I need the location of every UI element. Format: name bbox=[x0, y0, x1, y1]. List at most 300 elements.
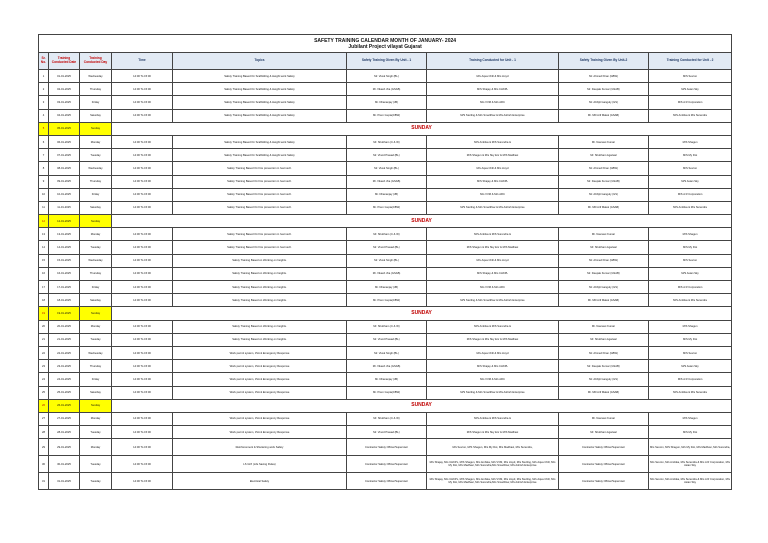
day-cell: Saturday bbox=[80, 386, 112, 399]
unit1-given-by-cell: Mr. Vivek Singh (BL) bbox=[347, 162, 427, 175]
header-day: Training Conducted Day bbox=[80, 53, 112, 70]
topic-cell: Safety Training Based On Scaffolding & Height work Safety bbox=[173, 70, 347, 83]
date-cell: 08-01-2025 bbox=[49, 162, 80, 175]
unit1-given-by-cell: Mr. Shubham (C & W) bbox=[347, 320, 427, 333]
topic-cell: Safety Training Based On Fire prevention in Ivermech. bbox=[173, 188, 347, 201]
unit2-conducted-cell: M/S Shagun bbox=[649, 412, 732, 425]
title-line-2: Jubilant Project vilayat Gujarat bbox=[348, 43, 422, 50]
unit2-conducted-cell: M/S Asian Sky bbox=[649, 360, 732, 373]
date-cell: 27-01-2025 bbox=[49, 412, 80, 425]
unit1-conducted-cell: M/S Sterling & M/s Smartflow & M/s Ashish Enterprise bbox=[427, 386, 559, 399]
topic-cell: Safety Training Based On Scaffolding & Height work Safety bbox=[173, 83, 347, 96]
unit2-conducted-cell: M/S Shagun bbox=[649, 228, 732, 241]
date-cell: 25-01-2025 bbox=[49, 386, 80, 399]
unit1-conducted-cell: M/s VVM & M/s ARC bbox=[427, 96, 559, 109]
time-cell: 14:00 To 15:00 bbox=[112, 386, 173, 399]
table-row bbox=[39, 70, 732, 83]
sr-no-cell: 8 bbox=[39, 162, 49, 175]
unit2-given-by-cell: Mr. Shubham Agarwal bbox=[559, 426, 649, 439]
topic-cell: Safety Training Based On Fire prevention in Ivermech. bbox=[173, 241, 347, 254]
unit1-conducted-cell: M/S Ambika & M/S Surendra & bbox=[427, 135, 559, 148]
sr-no-cell: 23 bbox=[39, 360, 49, 373]
unit2-given-by-cell: Mr. Deepak Kumar (GSAB) bbox=[559, 175, 649, 188]
unit2-given-by-cell: Contractor Safety Officer/Supervisor bbox=[559, 439, 649, 456]
table-row bbox=[39, 241, 732, 254]
topic-cell: Work permit system, JSA & Emergency Response bbox=[173, 386, 347, 399]
date-cell: 16-01-2025 bbox=[49, 267, 80, 280]
date-cell: 24-01-2025 bbox=[49, 373, 80, 386]
date-cell: 05-01-2025 bbox=[49, 122, 80, 135]
unit1-conducted-cell: M/s VVM & M/s ARC bbox=[427, 281, 559, 294]
sr-no-cell: 2 bbox=[39, 83, 49, 96]
sr-no-cell: 12 bbox=[39, 215, 49, 228]
unit1-given-by-cell: Mr. Dhananjay (JB) bbox=[347, 96, 427, 109]
table-row bbox=[39, 320, 732, 333]
date-cell: 01-01-2025 bbox=[49, 70, 80, 83]
time-cell: 14:00 To 15:00 bbox=[112, 188, 173, 201]
unit2-conducted-cell: M/S Asian Sky bbox=[649, 83, 732, 96]
time-cell: 14:00 To 15:00 bbox=[112, 70, 173, 83]
unit1-given-by-cell: Mr. Vivek Singh (BL) bbox=[347, 254, 427, 267]
day-cell: Sunday bbox=[80, 399, 112, 412]
training-calendar-table bbox=[38, 34, 732, 490]
date-cell: 14-01-2025 bbox=[49, 241, 80, 254]
unit2-given-by-cell: Mr. Navneet Kumar bbox=[559, 135, 649, 148]
sr-no-cell: 30 bbox=[39, 456, 49, 473]
day-cell: Thursday bbox=[80, 175, 112, 188]
sr-no-cell: 11 bbox=[39, 201, 49, 214]
time-cell: 14:00 To 15:00 bbox=[112, 96, 173, 109]
day-cell: Thursday bbox=[80, 83, 112, 96]
sr-no-cell: 19 bbox=[39, 307, 49, 320]
unit2-given-by-cell: Mr. Ahmed Khan (GBW) bbox=[559, 162, 649, 175]
unit1-given-by-cell: Mr. Vinod Prasad (BL) bbox=[347, 149, 427, 162]
unit1-conducted-cell: M/S Shagun & M/s Sky Enr & M/S Madhavi bbox=[427, 149, 559, 162]
topic-cell: Safety Training Based On Fire prevention in Ivermech. bbox=[173, 228, 347, 241]
unit1-conducted-cell: M/s Aqua Chill & M/s Lloyd bbox=[427, 254, 559, 267]
unit2-given-by-cell: Mr. MD Arif Malek (GSAB) bbox=[559, 109, 649, 122]
topic-cell: Electrical Safety bbox=[173, 473, 347, 490]
unit2-conducted-cell: M/S A R Corporation bbox=[649, 373, 732, 386]
unit1-conducted-cell: M/S Ambika & M/S Surendra & bbox=[427, 320, 559, 333]
sr-no-cell: 27 bbox=[39, 412, 49, 425]
sr-no-cell: 26 bbox=[39, 399, 49, 412]
unit2-given-by-cell: Mr. MD Arif Malek (GSAB) bbox=[559, 201, 649, 214]
time-cell: 14:00 To 15:00 bbox=[112, 456, 173, 473]
date-cell: 19-01-2025 bbox=[49, 307, 80, 320]
header-time: Time bbox=[112, 53, 173, 70]
sr-no-cell: 14 bbox=[39, 241, 49, 254]
unit1-given-by-cell: Contractor Safety Officer/Supervisor bbox=[347, 456, 427, 473]
date-cell: 29-01-2025 bbox=[49, 439, 80, 456]
unit2-given-by-cell: Mr. Ahmed Khan (GBW) bbox=[559, 346, 649, 359]
sr-no-cell: 4 bbox=[39, 109, 49, 122]
sr-no-cell: 7 bbox=[39, 149, 49, 162]
unit1-conducted-cell: M/s Sevron, M/S Shagun, M/s My Dot, M/s Madhavi, M/s Surendra, bbox=[427, 439, 559, 456]
topic-cell: Safety Training Based on Working on heights. bbox=[173, 333, 347, 346]
unit2-conducted-cell: M/S A R Corporation bbox=[649, 281, 732, 294]
unit2-given-by-cell: Mr. Ahmed Khan (GBW) bbox=[559, 254, 649, 267]
unit2-conducted-cell: M/S Ambika & M/s Surendra bbox=[649, 201, 732, 214]
table-row bbox=[39, 412, 732, 425]
header-sr-no: Sr. No. bbox=[39, 53, 49, 70]
day-cell: Tuesday bbox=[80, 333, 112, 346]
day-cell: Sunday bbox=[80, 307, 112, 320]
date-cell: 12-01-2025 bbox=[49, 215, 80, 228]
sunday-row bbox=[39, 399, 732, 412]
sunday-row bbox=[39, 122, 732, 135]
table-row bbox=[39, 96, 732, 109]
time-cell: 14:00 To 15:00 bbox=[112, 254, 173, 267]
unit1-conducted-cell: M/S Shagun & M/s Sky Enr & M/S Madhavi bbox=[427, 241, 559, 254]
table-row bbox=[39, 373, 732, 386]
header-topics: Topics bbox=[173, 53, 347, 70]
header-unit1-given-by: Safety Training Given By Unit - 1 bbox=[347, 53, 427, 70]
time-cell: 14:00 To 15:00 bbox=[112, 109, 173, 122]
unit2-conducted-cell: M/S Sevron bbox=[649, 162, 732, 175]
date-cell: 03-01-2025 bbox=[49, 96, 80, 109]
sr-no-cell: 5 bbox=[39, 122, 49, 135]
sr-no-cell: 24 bbox=[39, 373, 49, 386]
day-cell: Wednesday bbox=[80, 70, 112, 83]
unit2-given-by-cell: Mr. Abhijit Ganguly (GS) bbox=[559, 96, 649, 109]
sr-no-cell: 16 bbox=[39, 267, 49, 280]
day-cell: Monday bbox=[80, 412, 112, 425]
unit1-conducted-cell: M/S Ambika & M/S Surendra & bbox=[427, 412, 559, 425]
unit2-conducted-cell: M/S My Dot bbox=[649, 426, 732, 439]
sunday-label: SUNDAY bbox=[112, 307, 732, 320]
day-cell: Friday bbox=[80, 96, 112, 109]
unit1-given-by-cell: Mr. Dhananjay (JB) bbox=[347, 281, 427, 294]
header-date: Training Conducted Date bbox=[49, 53, 80, 70]
topic-cell: Safety Training Based On Fire prevention in Ivermech. bbox=[173, 201, 347, 214]
table-row bbox=[39, 426, 732, 439]
table-row bbox=[39, 346, 732, 359]
topic-cell: Work permit system, JSA & Emergency Response bbox=[173, 373, 347, 386]
unit2-conducted-cell: M/S Sevron bbox=[649, 254, 732, 267]
date-cell: 22-01-2025 bbox=[49, 346, 80, 359]
table-row bbox=[39, 109, 732, 122]
header-row bbox=[39, 53, 732, 70]
unit1-given-by-cell: Mr. Vinod Prasad (BL) bbox=[347, 426, 427, 439]
time-cell: 14:00 To 15:00 bbox=[112, 267, 173, 280]
day-cell: Tuesday bbox=[80, 456, 112, 473]
day-cell: Saturday bbox=[80, 294, 112, 307]
unit2-given-by-cell: Mr. Shubham Agarwal bbox=[559, 241, 649, 254]
day-cell: Tuesday bbox=[80, 149, 112, 162]
unit2-conducted-cell: M/S Asian Sky bbox=[649, 175, 732, 188]
day-cell: Saturday bbox=[80, 201, 112, 214]
day-cell: Sunday bbox=[80, 215, 112, 228]
unit1-given-by-cell: Mr. Prem Gupta(CBW) bbox=[347, 386, 427, 399]
date-cell: 21-01-2025 bbox=[49, 333, 80, 346]
training-calendar-sheet bbox=[38, 34, 731, 490]
table-row bbox=[39, 254, 732, 267]
time-cell: 14:00 To 15:00 bbox=[112, 473, 173, 490]
date-cell: 20-01-2025 bbox=[49, 320, 80, 333]
unit2-conducted-cell: M/S Shagun bbox=[649, 320, 732, 333]
header-unit2-conducted: Training Conducted for Unit - 2 bbox=[649, 53, 732, 70]
sr-no-cell: 18 bbox=[39, 294, 49, 307]
topic-cell: Safety Training Based On Scaffolding & Height work Safety bbox=[173, 96, 347, 109]
table-row bbox=[39, 456, 732, 473]
date-cell: 09-01-2025 bbox=[49, 175, 80, 188]
table-row bbox=[39, 83, 732, 96]
date-cell: 11-01-2025 bbox=[49, 201, 80, 214]
topic-cell: Work permit system, JSA & Emergency Response bbox=[173, 346, 347, 359]
time-cell: 14:00 To 15:00 bbox=[112, 83, 173, 96]
time-cell: 14:00 To 15:00 bbox=[112, 175, 173, 188]
day-cell: Monday bbox=[80, 320, 112, 333]
sr-no-cell: 10 bbox=[39, 188, 49, 201]
date-cell: 18-01-2025 bbox=[49, 294, 80, 307]
sr-no-cell: 9 bbox=[39, 175, 49, 188]
topic-cell: Safety Training Based On Scaffolding & Height work Safety bbox=[173, 109, 347, 122]
unit2-conducted-cell: M/S Sevron bbox=[649, 346, 732, 359]
unit2-conducted-cell: M/S Shagun bbox=[649, 135, 732, 148]
time-cell: 14:00 To 15:00 bbox=[112, 439, 173, 456]
unit2-conducted-cell: M/S A R Corporation bbox=[649, 188, 732, 201]
unit2-given-by-cell: Mr. Deepak Kumar (GSAB) bbox=[559, 360, 649, 373]
table-row bbox=[39, 228, 732, 241]
sr-no-cell: 6 bbox=[39, 135, 49, 148]
time-cell: 14:00 To 15:00 bbox=[112, 228, 173, 241]
unit2-given-by-cell: Mr. Abhijit Ganguly (GS) bbox=[559, 281, 649, 294]
time-cell: 14:00 To 15:00 bbox=[112, 281, 173, 294]
table-row bbox=[39, 333, 732, 346]
sr-no-cell: 1 bbox=[39, 70, 49, 83]
day-cell: Wednesday bbox=[80, 162, 112, 175]
table-row bbox=[39, 360, 732, 373]
topic-cell: Safety Training Based On Scaffolding & Height work Safety bbox=[173, 135, 347, 148]
unit1-conducted-cell: M/S Sterling & M/s Smartflow & M/s Ashish Enterprise bbox=[427, 294, 559, 307]
unit1-conducted-cell: M/S Sterling & M/s Smartflow & M/s Ashish Enterprise bbox=[427, 201, 559, 214]
sr-no-cell: 21 bbox=[39, 333, 49, 346]
time-cell: 14:00 To 15:00 bbox=[112, 162, 173, 175]
date-cell: 28-01-2025 bbox=[49, 426, 80, 439]
unit2-given-by-cell: Mr. Shubham Agarwal bbox=[559, 333, 649, 346]
title-row bbox=[39, 35, 732, 53]
table-row bbox=[39, 473, 732, 490]
topic-cell: Work permit system, JSA & Emergency Response bbox=[173, 360, 347, 373]
unit2-given-by-cell: Mr. Navneet Kumar bbox=[559, 228, 649, 241]
header-unit2-given-by: Safety Training Given By Unit-2 bbox=[559, 53, 649, 70]
topic-cell: Safety Training Based on Working on heights. bbox=[173, 267, 347, 280]
unit1-given-by-cell: Mr. Shubham (C & W) bbox=[347, 135, 427, 148]
topic-cell: Safety Training Based on Working on heights. bbox=[173, 294, 347, 307]
unit1-conducted-cell: M/s Shajay, M/s CHKPL, M/S Shagun, M/s Ambika, M/s VVM, M/s Lloyd, M/s Sterling, M/s Aqua Chill, M/s My Dot, M/s Madhavi, M/s Surendra,M/s Smartflow, M/s Ashish Enterprise bbox=[427, 473, 559, 490]
day-cell: Saturday bbox=[80, 109, 112, 122]
table-row bbox=[39, 294, 732, 307]
unit2-conducted-cell: M/S Sevron bbox=[649, 70, 732, 83]
topic-cell: Safety Training Based On Scaffolding & Height work Safety bbox=[173, 149, 347, 162]
time-cell: 14:00 To 15:00 bbox=[112, 320, 173, 333]
sr-no-cell: 13 bbox=[39, 228, 49, 241]
unit2-given-by-cell: Contractor Safety Officer/Supervisor bbox=[559, 473, 649, 490]
sr-no-cell: 31 bbox=[39, 473, 49, 490]
unit1-conducted-cell: M/S Shagun & M/s Sky Enr & M/S Madhavi bbox=[427, 426, 559, 439]
date-cell: 10-01-2025 bbox=[49, 188, 80, 201]
topic-cell: Work permit system, JSA & Emergency Response bbox=[173, 426, 347, 439]
time-cell: 14:00 To 15:00 bbox=[112, 241, 173, 254]
time-cell: 14:00 To 15:00 bbox=[112, 412, 173, 425]
unit1-given-by-cell: Contractor Safety Officer/Supervisor bbox=[347, 439, 427, 456]
time-cell: 14:00 To 15:00 bbox=[112, 346, 173, 359]
unit1-given-by-cell: Contractor Safety Officer/Supervisor bbox=[347, 473, 427, 490]
time-cell: 14:00 To 15:00 bbox=[112, 426, 173, 439]
unit2-conducted-cell: M/S Ambika & M/s Surendra bbox=[649, 294, 732, 307]
unit1-given-by-cell: Mr. Prem Gupta(CBW) bbox=[347, 201, 427, 214]
unit1-given-by-cell: Mr. Vinod Prasad (BL) bbox=[347, 241, 427, 254]
unit2-conducted-cell: M/S My Dot bbox=[649, 241, 732, 254]
date-cell: 06-01-2025 bbox=[49, 135, 80, 148]
day-cell: Friday bbox=[80, 188, 112, 201]
unit2-given-by-cell: Mr. Abhijit Ganguly (GS) bbox=[559, 373, 649, 386]
unit1-given-by-cell: Mr. Dhananjay (JB) bbox=[347, 188, 427, 201]
table-row bbox=[39, 149, 732, 162]
sr-no-cell: 17 bbox=[39, 281, 49, 294]
table-row bbox=[39, 135, 732, 148]
day-cell: Monday bbox=[80, 439, 112, 456]
sheet-title bbox=[39, 35, 732, 53]
unit1-conducted-cell: M/s VVM & M/s ARC bbox=[427, 373, 559, 386]
day-cell: Monday bbox=[80, 228, 112, 241]
time-cell: 14:00 To 15:00 bbox=[112, 373, 173, 386]
unit1-conducted-cell: M/S Ambika & M/S Surendra & bbox=[427, 228, 559, 241]
day-cell: Thursday bbox=[80, 267, 112, 280]
topic-cell: LS GO! (Life Saving Rules) bbox=[173, 456, 347, 473]
sunday-label: SUNDAY bbox=[112, 122, 732, 135]
unit2-conducted-cell: M/s Sevron, M/s Ambika, M/s Surendra & M/s A R Corporation, M/s Asian Sky bbox=[649, 473, 732, 490]
unit1-given-by-cell: Mr. Vikash Jha (GSAB) bbox=[347, 175, 427, 188]
unit1-conducted-cell: M/s VVM & M/s ARC bbox=[427, 188, 559, 201]
sunday-row bbox=[39, 307, 732, 320]
table-row bbox=[39, 175, 732, 188]
date-cell: 26-01-2025 bbox=[49, 399, 80, 412]
day-cell: Monday bbox=[80, 135, 112, 148]
unit2-given-by-cell: Mr. Navneet Kumar bbox=[559, 320, 649, 333]
unit2-given-by-cell: Mr. Abhijit Ganguly (GS) bbox=[559, 188, 649, 201]
unit1-conducted-cell: M/S Shagun & M/s Sky Enr & M/S Madhavi bbox=[427, 333, 559, 346]
unit1-conducted-cell: M/s Aqua Chill & M/s Lloyd bbox=[427, 70, 559, 83]
unit1-conducted-cell: M/s Shajay, M/s CHKPL, M/S Shagun, M/s Ambika, M/s VVM, M/s Lloyd, M/s Sterling, M/s Aqua Chill, M/s My Dot, M/s Madhavi, M/s Surendra,M/s Smartflow, M/s Ashish Enterprise bbox=[427, 456, 559, 473]
sr-no-cell: 29 bbox=[39, 439, 49, 456]
topic-cell: Reinforcement & Shuttering work Safety bbox=[173, 439, 347, 456]
unit1-given-by-cell: Mr. Vikash Jha (GSAB) bbox=[347, 360, 427, 373]
date-cell: 17-01-2025 bbox=[49, 281, 80, 294]
sr-no-cell: 28 bbox=[39, 426, 49, 439]
unit2-given-by-cell: Mr. Ahmed Khan (GBW) bbox=[559, 70, 649, 83]
date-cell: 02-01-2025 bbox=[49, 83, 80, 96]
topic-cell: Work permit system, JSA & Emergency Response bbox=[173, 412, 347, 425]
unit1-given-by-cell: Mr. Prem Gupta(CBW) bbox=[347, 294, 427, 307]
date-cell: 13-01-2025 bbox=[49, 228, 80, 241]
topic-cell: Safety Training Based On Fire prevention in Ivermech. bbox=[173, 175, 347, 188]
sr-no-cell: 20 bbox=[39, 320, 49, 333]
day-cell: Wednesday bbox=[80, 254, 112, 267]
unit1-conducted-cell: M/S Shajay & M/s CHKPL bbox=[427, 360, 559, 373]
date-cell: 30-01-2025 bbox=[49, 456, 80, 473]
unit1-conducted-cell: M/s Aqua Chill & M/s Lloyd bbox=[427, 346, 559, 359]
table-row bbox=[39, 281, 732, 294]
unit1-given-by-cell: Mr. Shubham (C & W) bbox=[347, 228, 427, 241]
unit2-given-by-cell: Contractor Safety Officer/Supervisor bbox=[559, 456, 649, 473]
unit1-conducted-cell: M/S Shajay & M/s CHKPL bbox=[427, 267, 559, 280]
sr-no-cell: 15 bbox=[39, 254, 49, 267]
unit1-given-by-cell: Mr. Vinod Prasad (BL) bbox=[347, 333, 427, 346]
day-cell: Thursday bbox=[80, 360, 112, 373]
unit1-given-by-cell: Mr. Vivek Singh (BL) bbox=[347, 70, 427, 83]
time-cell: 14:00 To 15:00 bbox=[112, 201, 173, 214]
unit1-given-by-cell: Mr. Dhananjay (JB) bbox=[347, 373, 427, 386]
unit1-conducted-cell: M/S Sterling & M/s Smartflow & M/s Ashish Enterprise bbox=[427, 109, 559, 122]
sr-no-cell: 3 bbox=[39, 96, 49, 109]
unit1-conducted-cell: M/s Aqua Chill & M/s Lloyd bbox=[427, 162, 559, 175]
time-cell: 14:00 To 15:00 bbox=[112, 360, 173, 373]
day-cell: Tuesday bbox=[80, 473, 112, 490]
table-row bbox=[39, 386, 732, 399]
unit1-conducted-cell: M/S Shajay & M/s CHKPL bbox=[427, 175, 559, 188]
unit2-conducted-cell: M/S Asian Sky bbox=[649, 267, 732, 280]
time-cell: 14:00 To 15:00 bbox=[112, 333, 173, 346]
sunday-label: SUNDAY bbox=[112, 215, 732, 228]
date-cell: 04-01-2025 bbox=[49, 109, 80, 122]
unit2-given-by-cell: Mr. MD Arif Malek (GSAB) bbox=[559, 386, 649, 399]
topic-cell: Safety Training Based on Working on heights. bbox=[173, 320, 347, 333]
topic-cell: Safety Training Based on Working on heights. bbox=[173, 254, 347, 267]
sunday-row bbox=[39, 215, 732, 228]
unit2-conducted-cell: M/S My Dot bbox=[649, 333, 732, 346]
unit2-conducted-cell: M/S A R Corporation bbox=[649, 96, 732, 109]
date-cell: 15-01-2025 bbox=[49, 254, 80, 267]
unit1-given-by-cell: Mr. Vivek Singh (BL) bbox=[347, 346, 427, 359]
day-cell: Friday bbox=[80, 373, 112, 386]
unit2-given-by-cell: Mr. MD Arif Malek (GSAB) bbox=[559, 294, 649, 307]
unit2-given-by-cell: Mr. Deepak Kumar (GSAB) bbox=[559, 83, 649, 96]
sr-no-cell: 25 bbox=[39, 386, 49, 399]
time-cell: 14:00 To 15:00 bbox=[112, 149, 173, 162]
unit2-conducted-cell: M/s Sevron, M/s Ambika, M/s Surendra & M/s A R Corporation, M/s Asian Sky bbox=[649, 456, 732, 473]
unit1-given-by-cell: Mr. Prem Gupta(CBW) bbox=[347, 109, 427, 122]
unit2-conducted-cell: M/s Sevron, M/S Shagun, M/s My Dot, M/s Madhavi, M/s Surendra, bbox=[649, 439, 732, 456]
date-cell: 31-01-2025 bbox=[49, 473, 80, 490]
unit1-given-by-cell: Mr. Vikash Jha (GSAB) bbox=[347, 267, 427, 280]
topic-cell: Safety Training Based On Fire prevention in Ivermech. bbox=[173, 162, 347, 175]
sr-no-cell: 22 bbox=[39, 346, 49, 359]
unit2-given-by-cell: Mr. Shubham Agarwal bbox=[559, 149, 649, 162]
time-cell: 14:00 To 15:00 bbox=[112, 294, 173, 307]
topic-cell: Safety Training Based on Working on heights. bbox=[173, 281, 347, 294]
day-cell: Tuesday bbox=[80, 426, 112, 439]
table-row bbox=[39, 439, 732, 456]
table-row bbox=[39, 201, 732, 214]
day-cell: Sunday bbox=[80, 122, 112, 135]
day-cell: Wednesday bbox=[80, 346, 112, 359]
unit2-given-by-cell: Mr. Navneet Kumar bbox=[559, 412, 649, 425]
unit1-conducted-cell: M/S Shajay & M/s CHKPL bbox=[427, 83, 559, 96]
table-row bbox=[39, 188, 732, 201]
unit2-conducted-cell: M/S Ambika & M/s Surendra bbox=[649, 386, 732, 399]
date-cell: 07-01-2025 bbox=[49, 149, 80, 162]
date-cell: 23-01-2025 bbox=[49, 360, 80, 373]
unit2-given-by-cell: Mr. Deepak Kumar (GSAB) bbox=[559, 267, 649, 280]
sunday-label: SUNDAY bbox=[112, 399, 732, 412]
day-cell: Friday bbox=[80, 281, 112, 294]
unit1-given-by-cell: Mr. Vikash Jha (GSAB) bbox=[347, 83, 427, 96]
unit2-conducted-cell: M/S Ambika & M/s Surendra bbox=[649, 109, 732, 122]
table-row bbox=[39, 267, 732, 280]
day-cell: Tuesday bbox=[80, 241, 112, 254]
